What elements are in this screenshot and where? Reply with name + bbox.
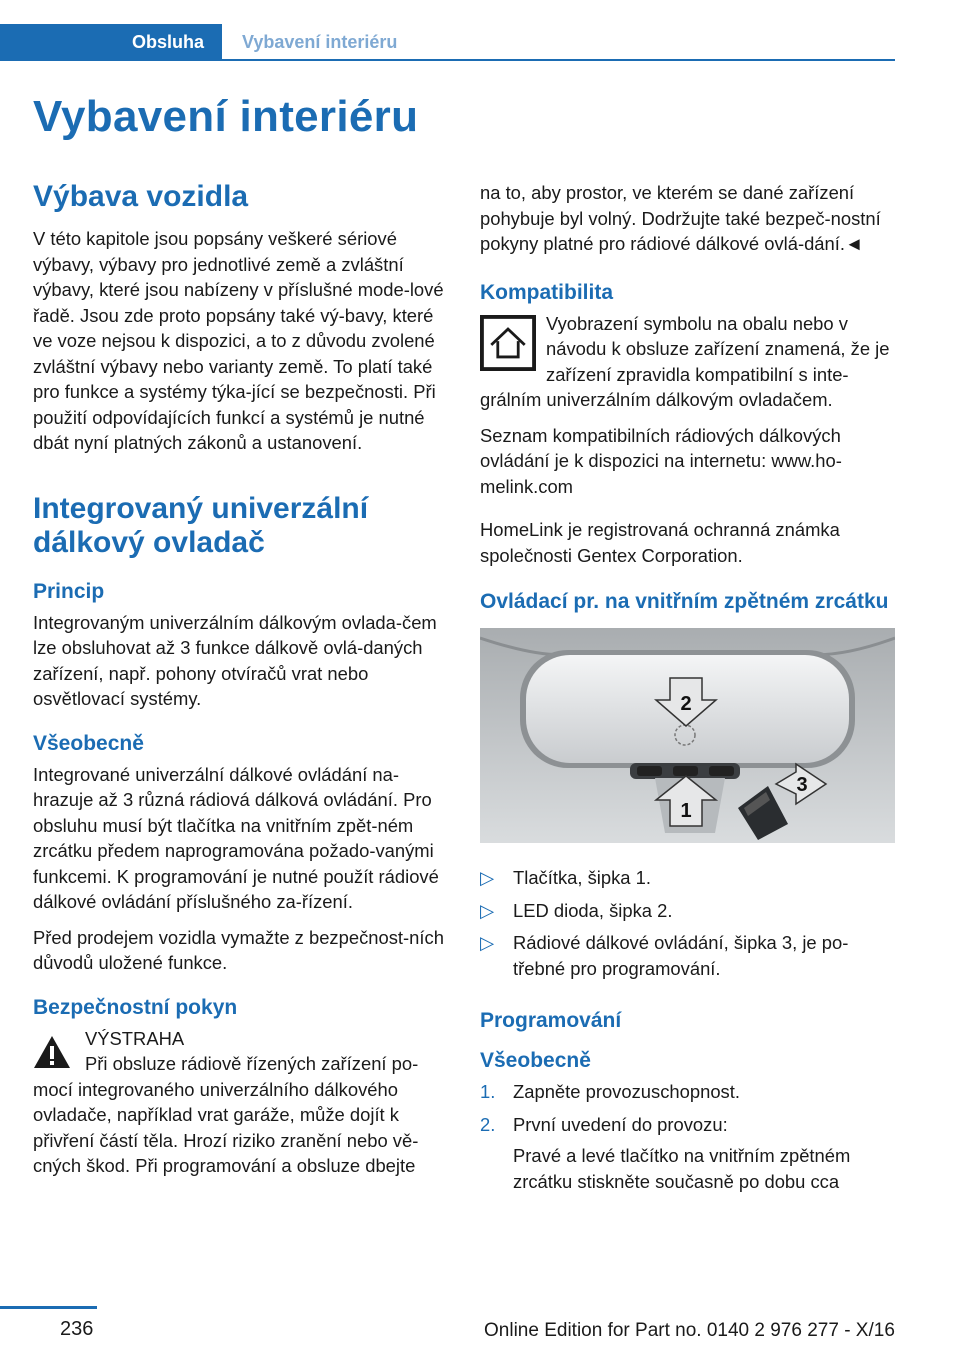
mirror-photo (480, 628, 895, 843)
page-title: Vybavení interiéru (33, 92, 419, 141)
prog-sub-heading: Všeobecně (480, 1049, 591, 1072)
vseobecne-paragraph-2: Před prodejem vozidla vymažte z bezpečnost‐ních důvodů uložené funkce. (33, 926, 444, 973)
list-item: 1. Zapněte provozuschopnost. (480, 1081, 740, 1102)
list-item: 2. První uvedení do provozu: Pravé a levé tlačítko na vnitřním zpětném zrcátku stiskněte současně po dobu cca (480, 1112, 895, 1195)
kompat-heading: Kompatibilita (480, 280, 614, 304)
right-column (480, 180, 895, 1204)
warning-text: Při obsluze rádiově řízených zařízení po‐mocí integrovaného univerzálního dálkového ovladače, například vrat garáže, může dojít k přivření částí těla. Hrozí riziko zranění nebo vě‐cných škod. Při programování a obsluze dbejte (33, 1053, 419, 1176)
arrow-1-label: 1 (680, 800, 692, 822)
warning-block (33, 1026, 448, 1179)
triangle-bullet-icon: ▷ (480, 932, 495, 953)
integrated-heading: Integrovaný univerzální dálkový ovladač (33, 491, 369, 559)
vseobecne-paragraph-1: Integrované univerzální dálkové ovládání na‐hrazuje až 3 různá rádiová dálková ovládání. Pro obsluhu musí být tlačítka na vnitřním zpět‐ném zrcátku předem naprogramována požado‐vanými funkcemi. K programování je nutné použít rádiové dálkové ovládání příslušného za‐řízení. (33, 763, 439, 912)
princip-heading: Princip (33, 579, 105, 603)
list-item: ▷ Tlačítka, šipka 1. (480, 865, 895, 891)
mirror-heading: Ovládací pr. na vnitřním zpětném zrcátku (480, 590, 889, 613)
tab-active-label: Obsluha (132, 32, 205, 52)
warning-label: VÝSTRAHA (85, 1027, 185, 1049)
step-2-detail: Pravé a levé tlačítko na vnitřním zpětném zrcátku stiskněte současně po dobu cca (513, 1145, 851, 1192)
arrow-3-label: 3 (796, 774, 808, 796)
vybava-heading: Výbava vozidla (33, 180, 249, 213)
section-tab-inactive: Vybavení interiéru (242, 32, 398, 52)
button-list (480, 865, 895, 981)
continued-paragraph: na to, aby prostor, ve kterém se dané zařízení pohybuje byl volný. Dodržujte také bezpeč‐nostní pokyny platné pro rádiové dálkové ovlá‐dání.◄ (480, 182, 881, 254)
edition-text: Online Edition for Part no. 0140 2 976 277 - X/16 (484, 1320, 895, 1341)
vybava-paragraph: V této kapitole jsou popsány veškeré sériové výbavy, výbavy pro jednotlivé země a zvláštní výbavy, které jsou nabízeny v příslušné mode‐lové řadě. Jsou zde proto popsány také vý‐bavy, které ve voze nejsou k dispozici, a to z důvodu zvolené zvláštní výbavy nebo varianty země. To platí také pro funkce a systémy týka‐jící se bezpečnosti. Při použití odpovídajících funkcí a systémů je nutné dbát nyní platných zákonů a ustanovení. (33, 228, 444, 453)
warning-triangle-icon (33, 1034, 71, 1070)
prog-heading: Programování (480, 1009, 622, 1032)
triangle-bullet-icon: ▷ (480, 899, 495, 921)
homelink-house-icon (480, 315, 536, 371)
page-number: 236 (60, 1318, 94, 1340)
left-column (33, 180, 448, 1189)
safety-heading: Bezpečnostní pokyn (33, 995, 238, 1019)
steps-list (480, 1079, 895, 1194)
kompat-paragraph-3: HomeLink je registrovaná ochranná známka společnosti Gentex Corporation. (480, 519, 840, 566)
list-item: ▷ LED dioda, šipka 2. (480, 898, 895, 924)
section-tab-active (0, 24, 222, 61)
vseobecne-heading: Všeobecně (33, 731, 144, 755)
triangle-bullet-icon: ▷ (480, 867, 495, 888)
footer-rule (0, 1306, 97, 1309)
list-item: ▷ Rádiové dálkové ovládání, šipka 3, je po‐třebné pro programování. (480, 932, 849, 979)
kompat-paragraph-2: Seznam kompatibilních rádiových dálkových ovládání je k dispozici na internetu: www.ho‐melink.com (480, 424, 842, 497)
arrow-2-label: 2 (680, 693, 692, 715)
kompat-block (480, 311, 895, 413)
princip-paragraph: Integrovaným univerzálním dálkovým ovlada‐čem lze obsluhovat až 3 funkce dálkově ovlá‐daných zařízení, např. pohony otvíračů vrat nebo osvětlovací systémy. (33, 611, 437, 709)
kompat-paragraph-1: Vyobrazení symbolu na obalu nebo v návodu k obsluze zařízení znamená, že je zařízení zpravidla kompatibilní s inte‐grálním univerzálním dálkovým ovladačem. (480, 312, 890, 410)
header-rule (0, 59, 895, 61)
